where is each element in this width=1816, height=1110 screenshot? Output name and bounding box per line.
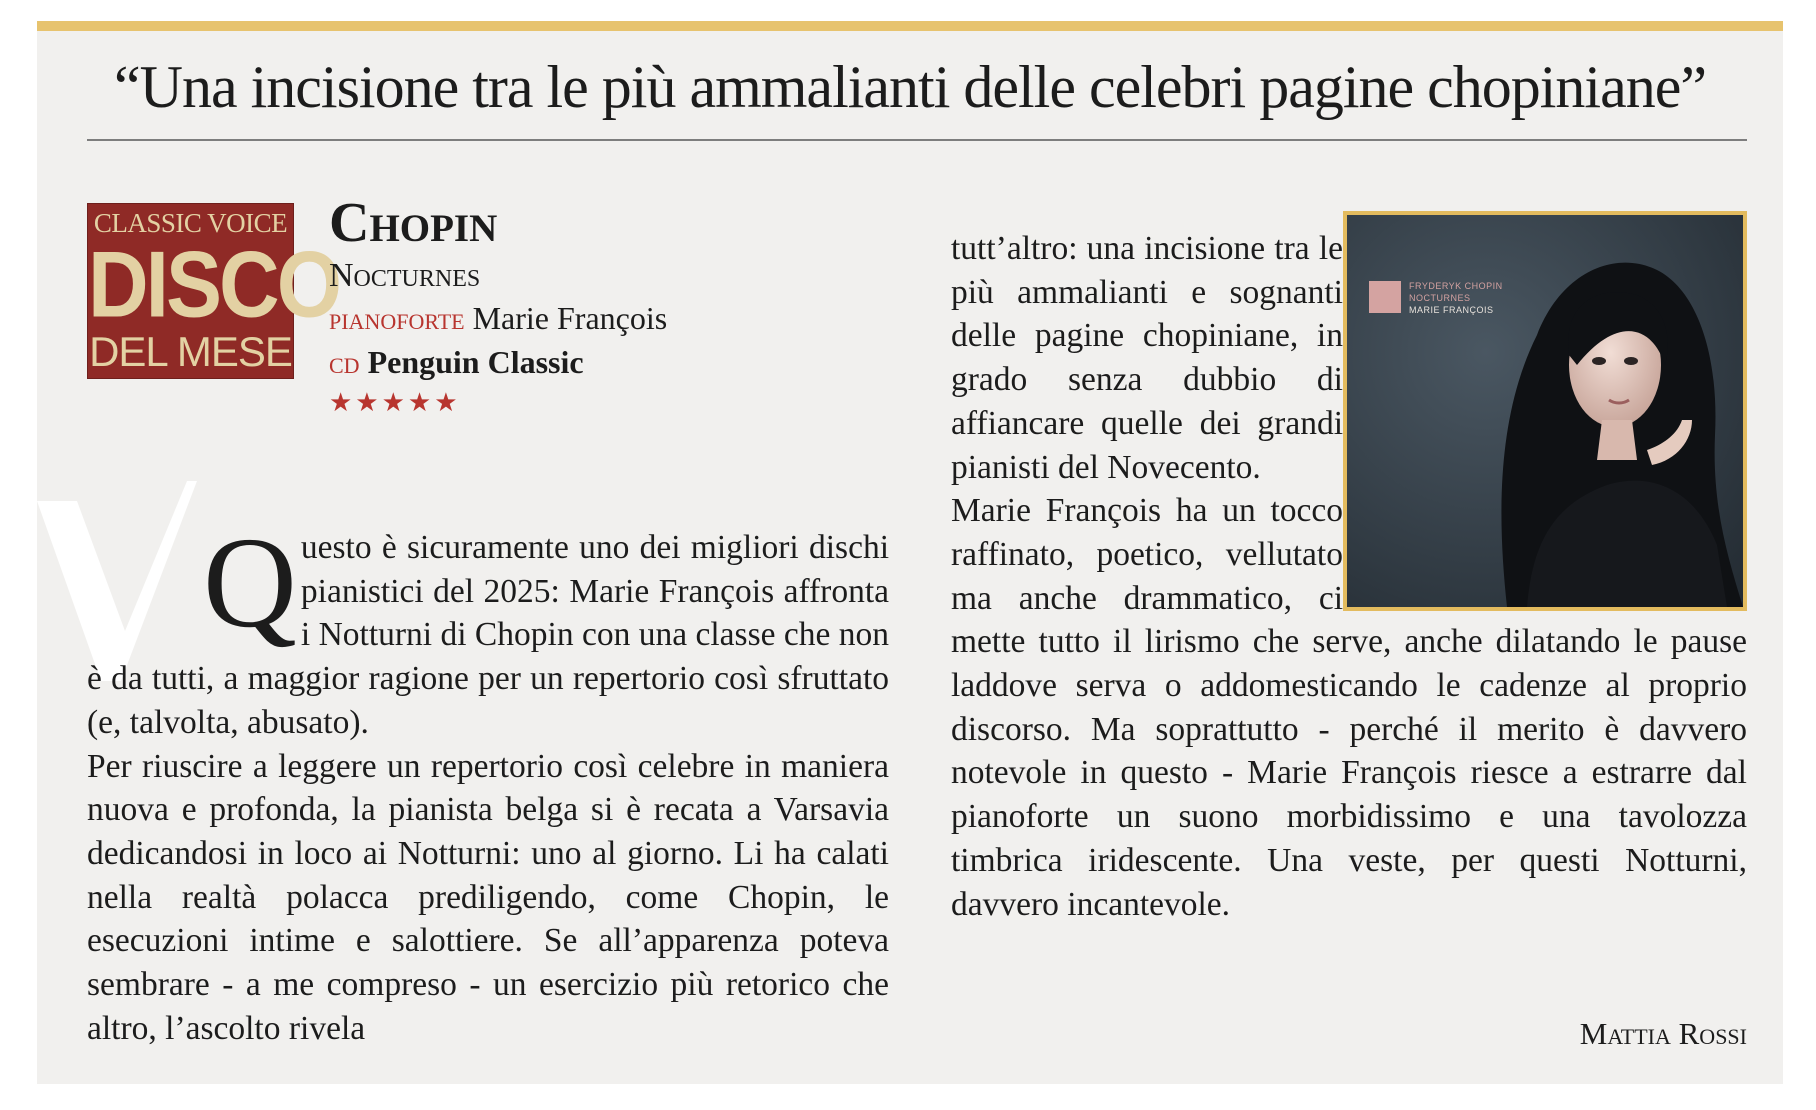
star-rating: ★★★★★: [329, 388, 461, 417]
review-card: [37, 21, 1783, 1084]
cover-composer: FRYDERYK CHOPIN: [1409, 281, 1503, 291]
review-column-left: [87, 511, 889, 1050]
paragraph-fourth: [951, 489, 1747, 926]
work-title: Nocturnes: [329, 257, 481, 294]
performer-line: [329, 301, 667, 336]
format-label: cd: [329, 344, 360, 380]
record-label-name: Penguin Classic: [367, 344, 584, 380]
disco-del-mese-badge: [87, 203, 340, 379]
cover-performer: MARIE FRANÇOIS: [1409, 305, 1494, 315]
paragraph-third: tutt’altro: una incisione tra le più ammalianti e sognanti delle pagine chopiniane, in grado senza dubbio di affiancare quelle dei grandi pianisti del Novecento.: [951, 230, 1343, 486]
paragraph-second: Per riuscire a leggere un repertorio così celebre in maniera nuova e profonda, la pianista belga si è recata a Varsavia dedicandosi in loco ai Notturni: uno al giorno. Li ha calati nella realtà polacca prediligendo, come Chopin, le esecuzioni intime e salottiere. Se all’apparenza poteva sembrare - a me compreso - un esercizio più retorico che altro, l’ascolto rivela: [87, 747, 889, 1047]
author-byline: Mattia Rossi: [1579, 1016, 1747, 1051]
badge-main-word: DISCO: [88, 231, 340, 337]
paragraph-opening: [87, 511, 889, 745]
badge-sub-word: DEL MESE: [89, 328, 292, 375]
instrument-label: pianoforte: [329, 300, 465, 336]
paragraph-fourth-text: Marie François ha un tocco raffinato, poetico, vellutato ma anche drammatico, ci mette tutto il lirismo che serve, anche dilatando le pause laddove serva o addomesticando le cadenze al proprio discorso. Ma soprattutto - perché il merito è davvero notevole in questo - Marie François riesce a estrarre dal pianoforte un suono morbidissimo e una tavolozza timbrica iridescente. Una veste, per questi Notturni, davvero incantevole.: [951, 492, 1747, 923]
cover-title: NOCTURNES: [1409, 293, 1471, 303]
drop-cap: Q: [203, 511, 297, 655]
record-label-line: [329, 345, 584, 380]
review-column-right: [951, 227, 1747, 926]
cover-wrap-spacer: [1343, 489, 1747, 577]
pull-quote-headline: “Una incisione tra le più ammalianti delle celebri pagine chopiniane”: [114, 54, 1706, 120]
badge-magazine-name: CLASSIC VOICE: [93, 208, 288, 238]
performer-name: Marie François: [472, 300, 668, 336]
composer-name: Chopin: [329, 192, 498, 254]
headline-divider: [87, 139, 1747, 141]
paragraph-opening-text: uesto è sicuramente uno dei migliori dischi pianistici del 2025: Marie François affronta i Notturni di Chopin con una classe che non è da tutti, a maggior ragione per un repertorio così sfruttato (e, talvolta, abusato).: [87, 529, 889, 741]
top-accent-bar: [37, 21, 1783, 31]
